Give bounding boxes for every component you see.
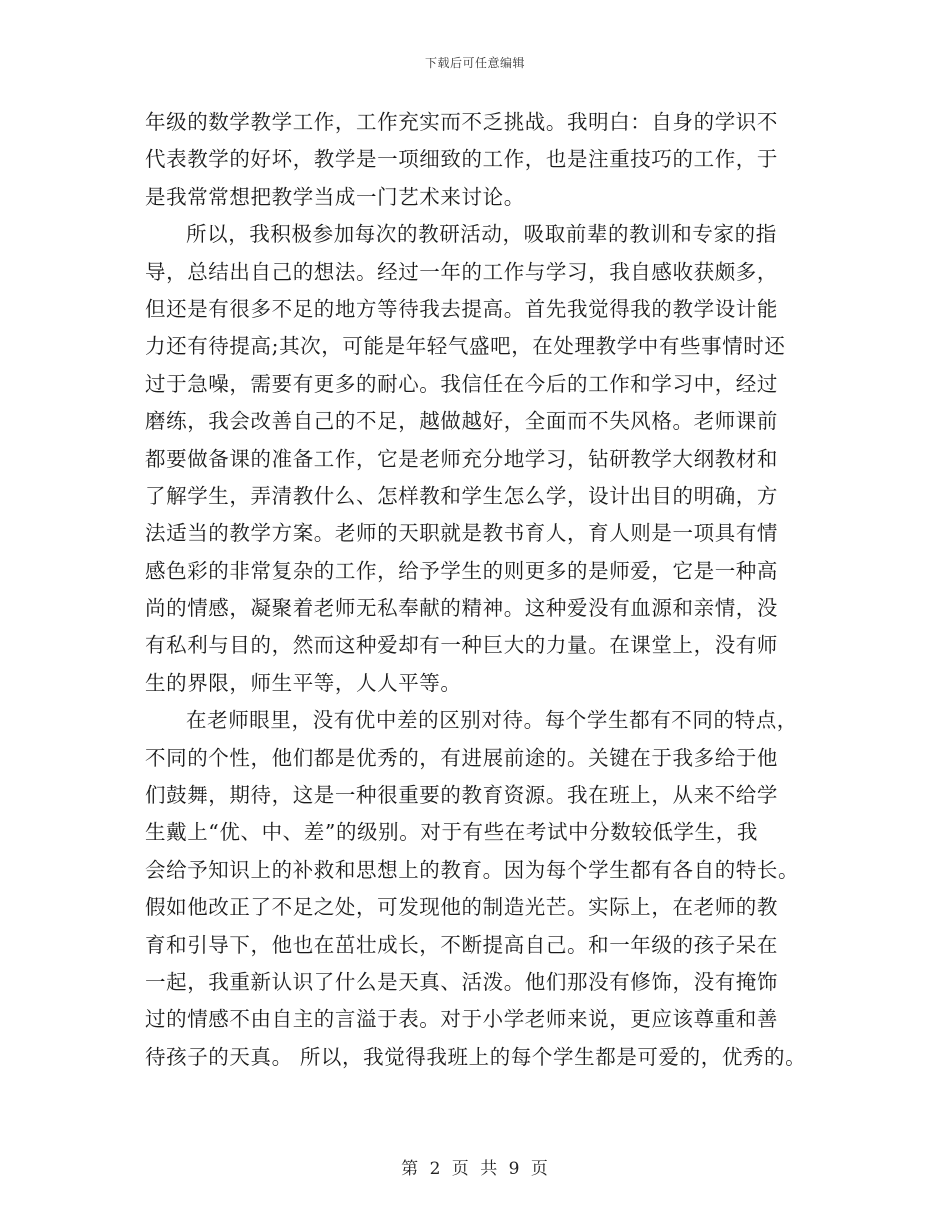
text-line: 假如他改正了不足之处，可发现他的制造光芒。实际上，在老师的教 xyxy=(145,895,778,920)
text-line: 会给予知识上的补救和思想上的教育。因为每个学生都有各自的特长。 xyxy=(145,857,800,882)
text-line: 一起，我重新认识了什么是天真、活泼。他们那没有修饰，没有掩饰 xyxy=(145,969,778,994)
text-line: 生戴上“优、中、差”的级别。对于有些在考试中分数较低学生，我 xyxy=(145,820,758,845)
text-line: 待孩子的天真。 所以，我觉得我班上的每个学生都是可爱的，优秀的。 xyxy=(145,1044,807,1069)
page-header: 下载后可任意编辑 xyxy=(424,56,525,70)
document-body xyxy=(145,104,825,1076)
text-line: 年级的数学教学工作，工作充实而不乏挑战。我明白：自身的学识不 xyxy=(145,110,778,134)
page-number-footer: 第 2 页 共 9 页 xyxy=(401,1159,549,1179)
text-line: 力还有待提高;其次，可能是年轻气盛吧，在处理教学中有些事情时还 xyxy=(145,334,786,359)
text-line: 感色彩的非常复杂的工作，给予学生的则更多的是师爱，它是一种高 xyxy=(145,558,778,583)
paragraph-start-line: 在老师眼里，没有优中差的区别对待。每个学生都有不同的特点， xyxy=(186,708,798,733)
text-line: 们鼓舞，期待，这是一种很重要的教育资源。我在班上，从来不给学 xyxy=(145,783,778,808)
text-line: 育和引导下，他也在茁壮成长，不断提高自己。和一年级的孩子呆在 xyxy=(145,932,778,957)
text-line: 不同的个性，他们都是优秀的，有进展前途的。关键在于我多给于他 xyxy=(145,745,778,770)
text-line: 都要做备课的准备工作，它是老师充分地学习，钻研教学大纲教材和 xyxy=(145,446,778,471)
text-line: 代表教学的好坏，教学是一项细致的工作，也是注重技巧的工作，于 xyxy=(145,147,778,172)
text-line: 有私利与目的，然而这种爱却有一种巨大的力量。在课堂上，没有师 xyxy=(145,633,778,658)
text-line: 但还是有很多不足的地方等待我去提高。首先我觉得我的教学设计能 xyxy=(145,296,778,321)
text-line: 磨练，我会改善自己的不足，越做越好，全面而不失风格。老师课前 xyxy=(145,409,778,434)
text-line: 了解学生，弄清教什么、怎样教和学生怎么学，设计出目的明确，方 xyxy=(145,483,778,508)
text-line: 尚的情感，凝聚着老师无私奉献的精神。这种爱没有血源和亲情，没 xyxy=(145,596,778,621)
text-line: 过的情感不由自主的言溢于表。对于小学老师来说，更应该尊重和善 xyxy=(145,1007,778,1032)
text-line: 生的界限，师生平等，人人平等。 xyxy=(145,670,462,695)
text-line: 导，总结出自己的想法。经过一年的工作与学习，我自感收获颇多， xyxy=(145,259,778,284)
text-line: 过于急噪，需要有更多的耐心。我信任在今后的工作和学习中，经过 xyxy=(145,371,778,396)
paragraph-start-line: 所以，我积极参加每次的教研活动，吸取前辈的教训和专家的指 xyxy=(186,222,777,247)
text-line: 法适当的教学方案。老师的天职就是教书育人，育人则是一项具有情 xyxy=(145,521,778,546)
text-line: 是我常常想把教学当成一门艺术来讨论。 xyxy=(145,184,525,209)
